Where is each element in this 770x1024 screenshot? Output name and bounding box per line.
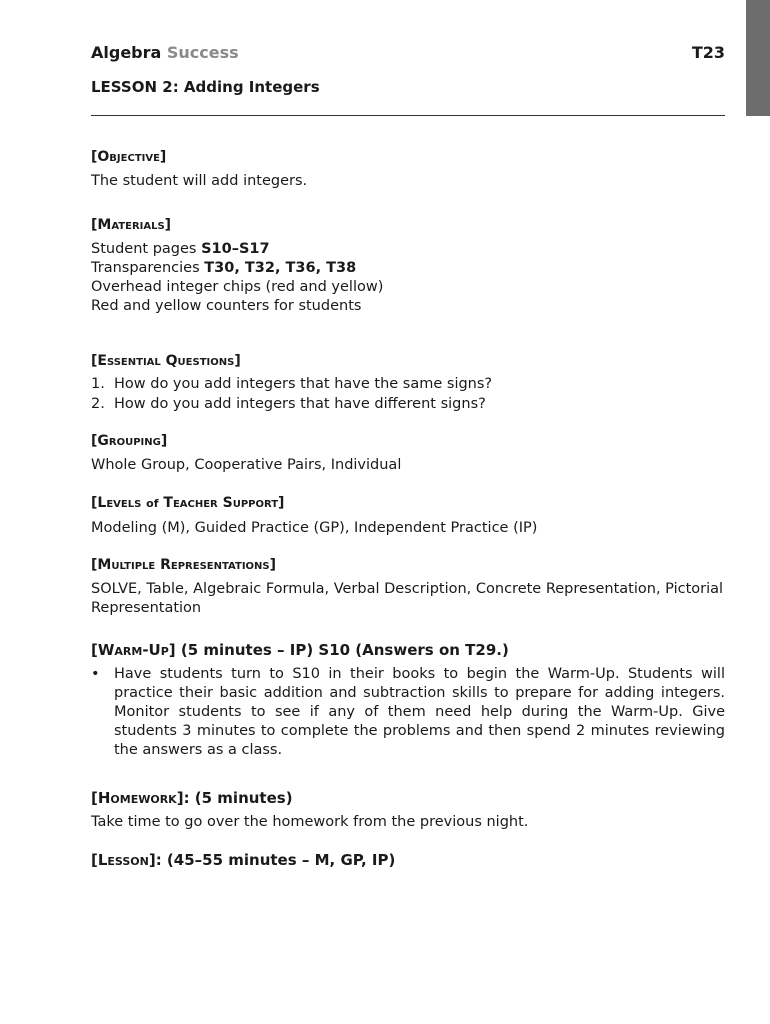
lesson-heading xyxy=(91,851,725,869)
materials-line-student-pages xyxy=(91,240,725,259)
page-header xyxy=(91,43,725,65)
question-text: How do you add integers that have the same signs? xyxy=(114,376,493,392)
homework-heading-detail: : (5 minutes) xyxy=(183,789,293,807)
materials-line1-prefix: Student pages xyxy=(91,241,202,257)
page-number: T23 xyxy=(691,43,725,62)
representations-text: SOLVE, Table, Algebraic Formula, Verbal Description, Concrete Representation, Pictorial Representation xyxy=(91,581,724,616)
materials-line-transparencies xyxy=(91,259,725,278)
bullet-icon: • xyxy=(91,666,100,682)
grouping-text: Whole Group, Cooperative Pairs, Individual xyxy=(91,457,402,473)
list-item xyxy=(91,665,725,760)
brand-light: Success xyxy=(161,43,239,62)
header-divider xyxy=(91,115,725,116)
list-item xyxy=(91,395,725,415)
objective-text: The student will add integers. xyxy=(91,173,308,189)
levels-heading xyxy=(91,494,725,513)
brand-bold: Algebra xyxy=(91,43,162,62)
levels-text: Modeling (M), Guided Practice (GP), Independent Practice (IP) xyxy=(91,520,538,536)
warmup-heading-detail: (5 minutes – IP) S10 (Answers on T29.) xyxy=(175,641,509,659)
warmup-heading-label: [Warm-Up] xyxy=(91,641,176,659)
levels-section xyxy=(91,494,725,538)
page-edge-tab xyxy=(746,0,770,116)
representations-heading: [Multiple Representations] xyxy=(91,557,277,573)
materials-line1-pages: S10–S17 xyxy=(201,241,270,257)
warmup-section xyxy=(91,641,725,760)
question-text: How do you add integers that have different signs? xyxy=(114,395,486,412)
question-number: 2. xyxy=(91,395,105,412)
list-item xyxy=(91,375,725,395)
objective-heading: [Objective] xyxy=(91,149,167,165)
lesson-heading-detail: : (45–55 minutes – M, GP, IP) xyxy=(155,851,396,869)
lesson-title: LESSON 2: Adding Integers xyxy=(91,78,320,96)
essential-questions-section xyxy=(91,352,725,414)
question-number: 1. xyxy=(91,376,105,392)
levels-heading-a: [Levels xyxy=(91,495,147,511)
lesson-heading-label: [Lesson] xyxy=(91,851,156,869)
grouping-heading: [Grouping] xyxy=(91,433,168,449)
materials-line-counters: Red and yellow counters for students xyxy=(91,298,362,314)
objective-section xyxy=(91,148,725,191)
homework-text: Take time to go over the homework from the previous night. xyxy=(91,814,529,830)
materials-section xyxy=(91,216,725,316)
warmup-text: Have students turn to S10 in their books to begin the Warm-Up. Students will practice their basic addition and subtraction skills to prepare for adding integers. Monitor students to see if any of them need help during the Warm-Up. Give students 3 minutes to complete the problems and then spend 2 minutes reviewing the answers as a class. xyxy=(114,666,725,758)
homework-section xyxy=(91,789,725,832)
homework-heading-label: [Homework] xyxy=(91,789,184,807)
essential-questions-list xyxy=(91,375,725,414)
representations-section xyxy=(91,556,725,618)
grouping-section xyxy=(91,432,725,475)
materials-line2-transparencies: T30, T32, T36, T38 xyxy=(204,260,357,276)
levels-heading-of: of xyxy=(146,497,159,510)
materials-list xyxy=(91,240,725,316)
brand-title xyxy=(91,43,239,62)
warmup-list xyxy=(91,665,725,760)
materials-heading: [Materials] xyxy=(91,217,172,233)
lesson-section xyxy=(91,851,725,869)
essential-questions-heading: [Essential Questions] xyxy=(91,353,241,369)
levels-heading-b: Teacher Support] xyxy=(158,495,285,511)
materials-line2-prefix: Transparencies xyxy=(91,260,205,276)
homework-heading xyxy=(91,789,725,807)
warmup-heading xyxy=(91,641,725,659)
materials-line-overhead-chips: Overhead integer chips (red and yellow) xyxy=(91,279,384,295)
